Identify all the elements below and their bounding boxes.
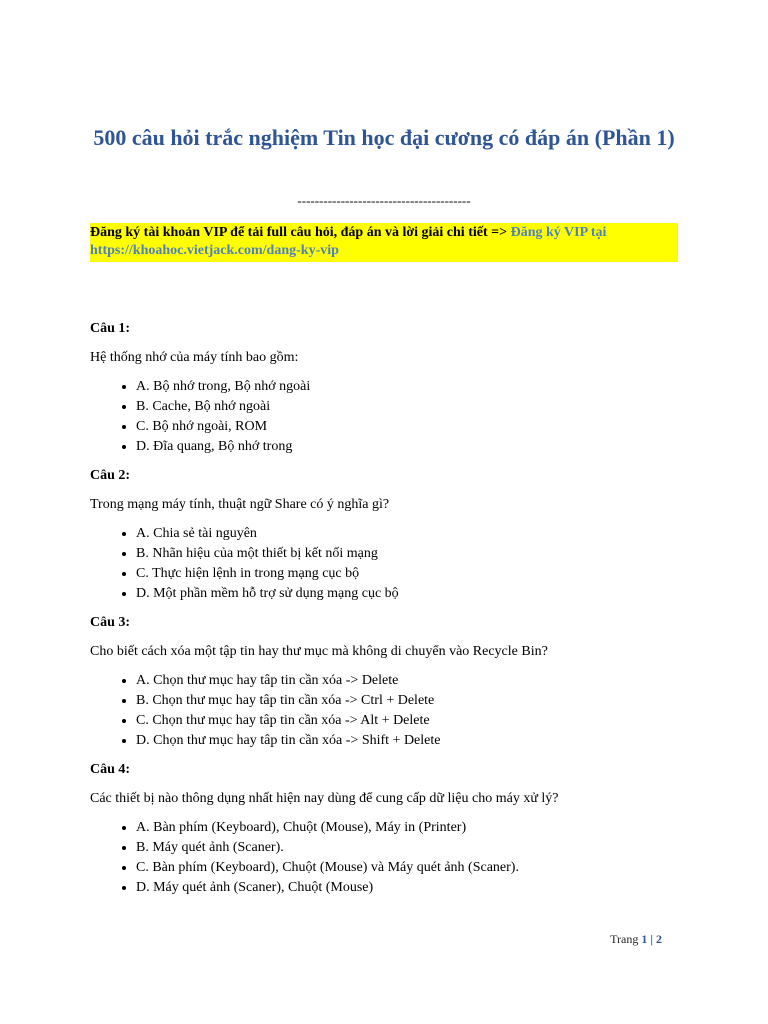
question-block xyxy=(90,466,678,604)
option-item: • B. Chọn thư mục hay tâp tin cần xóa -> Ctrl + Delete xyxy=(136,691,678,711)
option-list xyxy=(90,671,678,751)
page-footer xyxy=(610,930,662,948)
question-text: Hệ thống nhớ của máy tính bao gồm: xyxy=(90,350,299,365)
option-item: • C. Bộ nhớ ngoài, ROM xyxy=(136,417,678,437)
option-list xyxy=(90,818,678,898)
option-item: • A. Bộ nhớ trong, Bộ nhớ ngoài xyxy=(136,377,678,397)
option-item: • D. Một phần mềm hỗ trợ sử dụng mạng cục bộ xyxy=(136,584,678,604)
title-separator: ---------------------------------------- xyxy=(297,193,471,208)
option-item: • A. Chia sẻ tài nguyên xyxy=(136,524,678,544)
option-list xyxy=(90,524,678,604)
option-item: • D. Chọn thư mục hay tâp tin cần xóa -> Shift + Delete xyxy=(136,731,678,751)
question-text: Trong mạng máy tính, thuật ngữ Share có ý nghĩa gì? xyxy=(90,497,390,512)
vip-register-link[interactable]: Đăng ký VIP tại https://khoahoc.vietjack.com/dang-ky-vip xyxy=(90,225,607,258)
question-block xyxy=(90,613,678,751)
option-list xyxy=(90,377,678,457)
page-title: 500 câu hỏi trắc nghiệm Tin học đại cương có đáp án (Phần 1) xyxy=(93,125,675,150)
option-item: • C. Chọn thư mục hay tâp tin cần xóa -> Alt + Delete xyxy=(136,711,678,731)
option-item: • D. Đĩa quang, Bộ nhớ trong xyxy=(136,437,678,457)
option-item: • B. Cache, Bộ nhớ ngoài xyxy=(136,397,678,417)
question-text: Cho biết cách xóa một tập tin hay thư mục mà không di chuyển vào Recycle Bin? xyxy=(90,644,548,659)
total-page-number: 2 xyxy=(656,932,662,946)
question-label: Câu 2: xyxy=(90,468,131,483)
footer-separator: | xyxy=(647,932,656,946)
current-page-number: 1 xyxy=(641,932,648,946)
option-item: • A. Bàn phím (Keyboard), Chuột (Mouse), Máy in (Printer) xyxy=(136,818,678,838)
question-label: Câu 3: xyxy=(90,615,131,630)
option-item: • C. Bàn phím (Keyboard), Chuột (Mouse) và Máy quét ảnh (Scaner). xyxy=(136,858,678,878)
option-item: • A. Chọn thư mục hay tâp tin cần xóa -> Delete xyxy=(136,671,678,691)
question-block xyxy=(90,319,678,457)
option-item: • B. Máy quét ảnh (Scaner). xyxy=(136,838,678,858)
option-item: • C. Thực hiện lệnh in trong mạng cục bộ xyxy=(136,564,678,584)
question-label: Câu 4: xyxy=(90,762,131,777)
option-item: • D. Máy quét ảnh (Scaner), Chuột (Mouse) xyxy=(136,878,678,898)
vip-banner-text: Đăng ký tài khoản VIP để tải full câu hỏi, đáp án và lời giải chi tiết => xyxy=(90,225,511,240)
question-label: Câu 1: xyxy=(90,321,131,336)
option-item: • B. Nhãn hiệu của một thiết bị kết nối mạng xyxy=(136,544,678,564)
question-block xyxy=(90,760,678,898)
footer-label: Trang xyxy=(610,932,642,946)
questions-list xyxy=(90,319,678,907)
vip-banner xyxy=(90,223,678,262)
question-text: Các thiết bị nào thông dụng nhất hiện nay dùng để cung cấp dữ liệu cho máy xử lý? xyxy=(90,791,559,806)
